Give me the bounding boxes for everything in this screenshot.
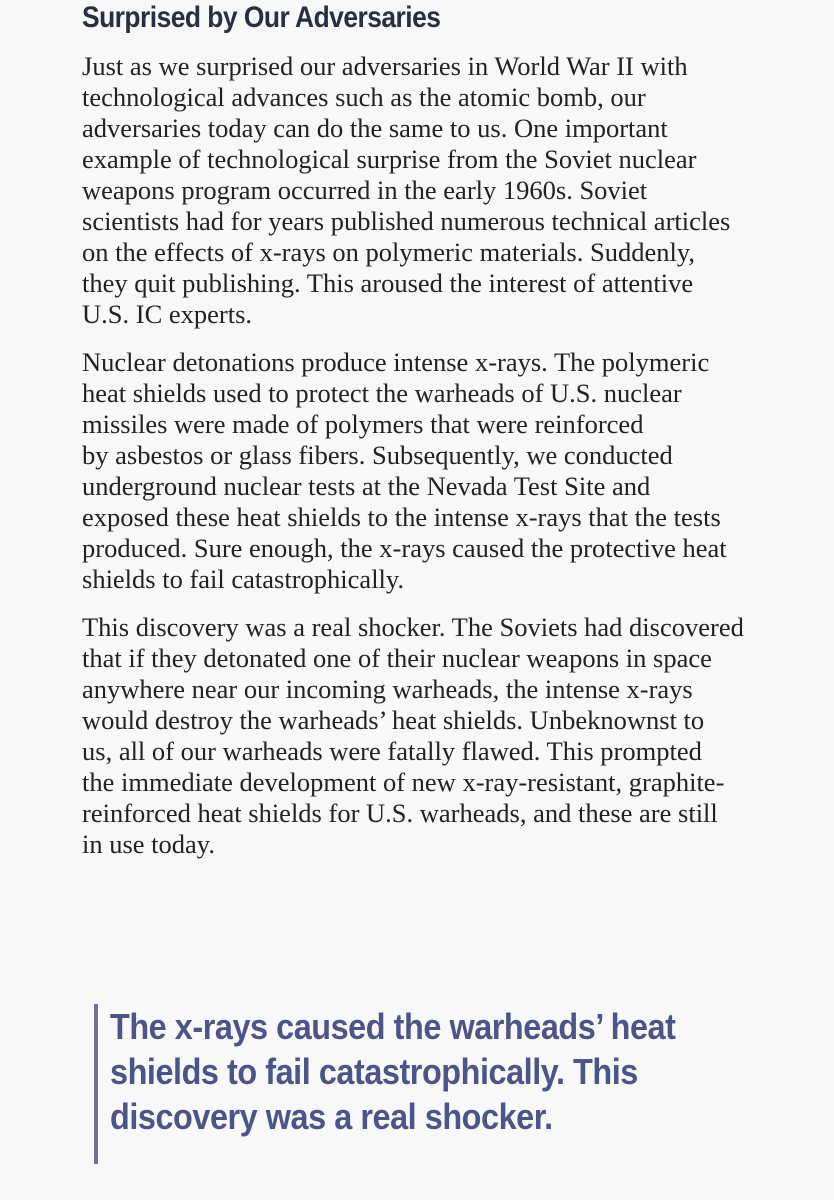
text-line: underground nuclear tests at the Nevada Test Site and xyxy=(82,471,651,501)
article-body xyxy=(82,51,832,877)
pull-quote-line: The x-rays caused the warheads’ heat xyxy=(110,1006,676,1047)
text-line: by asbestos or glass fibers. Subsequently, we conducted xyxy=(82,440,673,470)
text-line: us, all of our warheads were fatally flawed. This prompted xyxy=(82,736,702,766)
text-line: missiles were made of polymers that were reinforced xyxy=(82,409,644,439)
text-line: This discovery was a real shocker. The Soviets had discovered xyxy=(82,612,744,642)
text-line: shields to fail catastrophically. xyxy=(82,564,405,594)
text-line: anywhere near our incoming warheads, the intense x-rays xyxy=(82,674,693,704)
pull-quote xyxy=(94,1004,818,1164)
text-line: exposed these heat shields to the intense x-rays that the tests xyxy=(82,502,721,532)
pull-quote-line: shields to fail catastrophically. This xyxy=(110,1051,638,1092)
paragraph-1 xyxy=(82,51,832,330)
text-line: Just as we surprised our adversaries in World War II with xyxy=(82,51,688,81)
pull-quote-line: discovery was a real shocker. xyxy=(110,1096,553,1137)
text-line: the immediate development of new x-ray-resistant, graphite- xyxy=(82,767,725,797)
text-line: reinforced heat shields for U.S. warheads, and these are still xyxy=(82,798,718,828)
paragraph-3 xyxy=(82,612,832,860)
text-line: weapons program occurred in the early 1960s. Soviet xyxy=(82,175,648,205)
text-line: technological advances such as the atomic bomb, our xyxy=(82,82,646,112)
text-line: scientists had for years published numerous technical articles xyxy=(82,206,731,236)
text-line: that if they detonated one of their nuclear weapons in space xyxy=(82,643,712,673)
text-line: on the effects of x-rays on polymeric materials. Suddenly, xyxy=(82,237,696,267)
text-line: heat shields used to protect the warheads of U.S. nuclear xyxy=(82,378,682,408)
text-line: would destroy the warheads’ heat shields. Unbeknownst to xyxy=(82,705,705,735)
pull-quote-text xyxy=(110,1004,675,1139)
text-line: they quit publishing. This aroused the interest of attentive xyxy=(82,268,694,298)
text-line: Nuclear detonations produce intense x-rays. The polymeric xyxy=(82,347,710,377)
paragraph-2 xyxy=(82,347,832,595)
section-heading: Surprised by Our Adversaries xyxy=(82,1,441,34)
text-line: produced. Sure enough, the x-rays caused the protective heat xyxy=(82,533,727,563)
text-line: U.S. IC experts. xyxy=(82,299,253,329)
text-line: in use today. xyxy=(82,829,215,859)
text-line: adversaries today can do the same to us. One important xyxy=(82,113,668,143)
text-line: example of technological surprise from the Soviet nuclear xyxy=(82,144,697,174)
